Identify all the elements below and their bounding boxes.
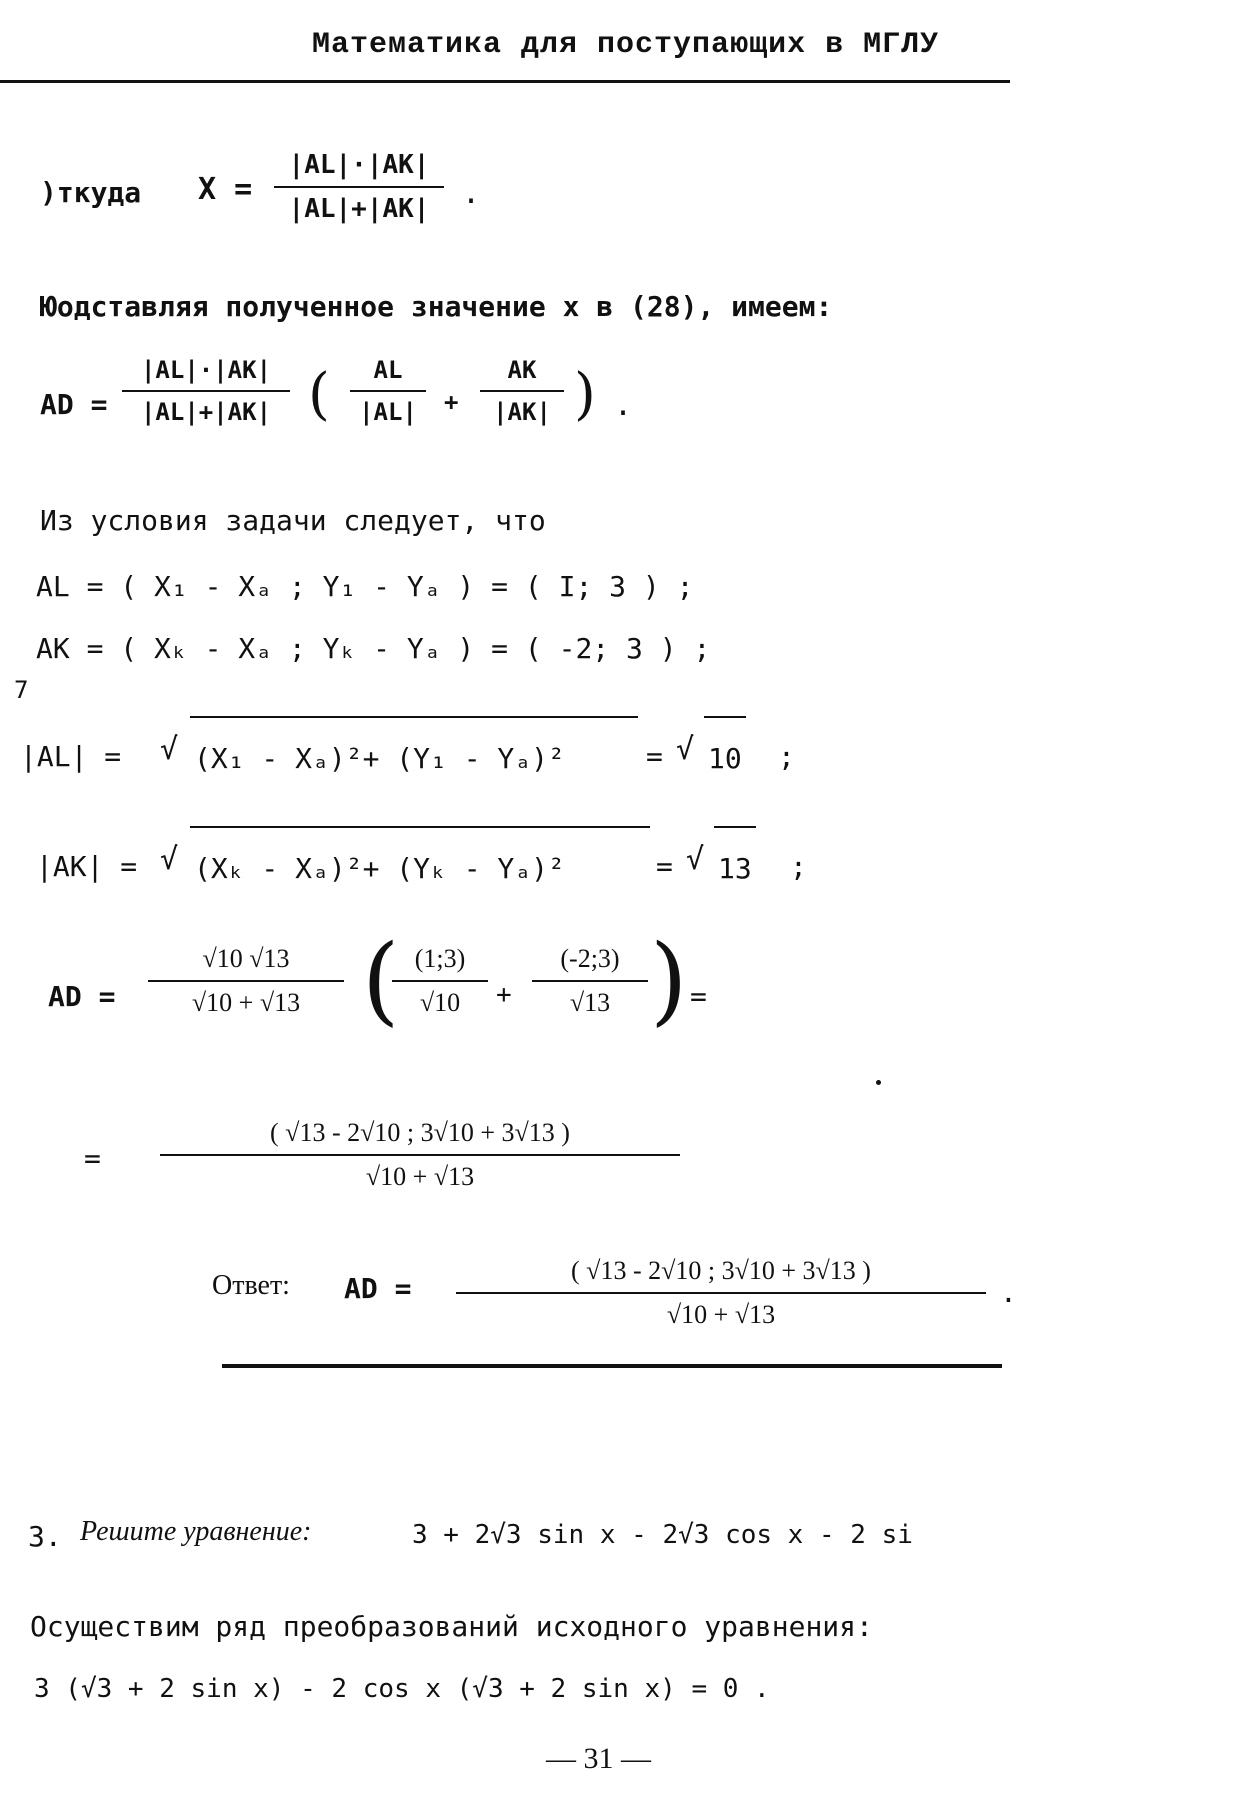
eq3-p2-denominator: √13: [569, 988, 611, 1017]
paragraph-transform: Осуществим ряд преобразований исходного уравнения:: [30, 1610, 873, 1643]
answer-denominator: √10 + √13: [666, 1300, 776, 1329]
eq3-plus: +: [496, 980, 512, 1010]
eq5: 3 (√3 + 2 sin x) - 2 cos x (√3 + 2 sin x) = 0 .: [34, 1674, 770, 1704]
eq3-p2-bar: [532, 980, 648, 982]
answer-fraction: [456, 1256, 986, 1330]
answer-tail: .: [1000, 1276, 1017, 1309]
eq3-p1-bar: [392, 980, 488, 982]
problem-number: 3.: [28, 1520, 62, 1553]
eq2-fraction-ak: [480, 356, 564, 426]
eq1-tail: .: [462, 176, 481, 211]
eq3-numerator: √10 √13: [202, 944, 290, 973]
eq1-numerator: |AL|·|AK|: [288, 150, 430, 180]
abs-al-radicand: (X₁ - Xₐ)²+ (Y₁ - Yₐ)²: [190, 716, 638, 775]
eq2-al-bar: [350, 390, 426, 392]
eq3-main-fraction: [148, 944, 344, 1018]
abs-ak-lhs: |AK| =: [36, 850, 138, 883]
answer-underline: [222, 1364, 1002, 1368]
abs-ak-sqrt-sign: √: [160, 842, 179, 877]
answer-numerator: ( √13 - 2√10 ; 3√10 + 3√13 ): [571, 1256, 871, 1285]
eq1-lead: )ткуда: [40, 176, 142, 209]
header-rule: [0, 80, 1010, 83]
eq2-tail: .: [614, 388, 633, 423]
eq2-ak-numerator: AK: [507, 356, 537, 384]
abs-al-result: 10: [704, 716, 746, 775]
eq3-lhs: AD =: [48, 980, 116, 1013]
eq1-denominator: |AL|+|AK|: [288, 194, 430, 224]
eq3-tail: =: [690, 980, 707, 1013]
answer-lhs: AD =: [344, 1272, 412, 1305]
abs-ak-tail: ;: [790, 850, 807, 883]
eq3-fraction-bar: [148, 980, 344, 982]
abs-al-lhs: |AL| =: [20, 740, 122, 773]
line-vector-al: AL = ( X₁ - Xₐ ; Y₁ - Yₐ ) = ( I; 3 ) ;: [36, 570, 694, 603]
problem-expression: 3 + 2√3 sin x - 2√3 cos x - 2 si: [412, 1520, 913, 1550]
answer-fraction-bar: [456, 1292, 986, 1294]
eq2-left-paren: (: [308, 362, 330, 427]
eq2-fraction-bar: [122, 390, 290, 392]
eq2-denominator: |AL|+|AK|: [140, 398, 272, 426]
abs-ak-radicand: (Xₖ - Xₐ)²+ (Yₖ - Yₐ)²: [190, 826, 650, 885]
paragraph-substitution: Юодставляя полученное значение x в (28), имеем:: [40, 290, 833, 323]
eq2-main-fraction: [122, 356, 290, 426]
stray-dot: [876, 1080, 881, 1085]
eq3-fraction-1: [392, 944, 488, 1018]
abs-al-sqrt-sign: √: [160, 732, 179, 767]
eq3-fraction-2: [532, 944, 648, 1018]
eq4-numerator: ( √13 - 2√10 ; 3√10 + 3√13 ): [270, 1118, 570, 1147]
eq4-fraction-bar: [160, 1154, 680, 1156]
eq3-left-paren: (: [362, 924, 400, 1036]
eq2-plus: +: [444, 388, 459, 416]
eq2-al-denominator: |AL|: [359, 398, 417, 426]
margin-mark: 7: [14, 676, 29, 704]
eq2-ak-denominator: |AK|: [493, 398, 551, 426]
eq4-denominator: √10 + √13: [365, 1162, 475, 1191]
eq2-right-paren: ): [574, 362, 596, 427]
line-vector-ak: AK = ( Xₖ - Xₐ ; Yₖ - Yₐ ) = ( -2; 3 ) ;: [36, 632, 711, 665]
abs-ak-result-sqrt-sign: √: [686, 842, 705, 877]
abs-ak-eq: =: [656, 850, 673, 883]
page-number: — 31 —: [546, 1742, 651, 1775]
eq3-p1-numerator: (1;3): [414, 944, 466, 973]
problem-label: Решите уравнение:: [80, 1516, 312, 1547]
page-header: Математика для поступающих в МГЛУ: [312, 28, 940, 62]
eq2-fraction-al: [350, 356, 426, 426]
eq3-denominator: √10 + √13: [191, 988, 301, 1017]
abs-al-result-sqrt-sign: √: [676, 732, 695, 767]
eq3-p1-denominator: √10: [419, 988, 461, 1017]
eq1-fraction-bar: [274, 186, 444, 188]
abs-al-tail: ;: [778, 740, 795, 773]
eq4-fraction: [160, 1118, 680, 1192]
abs-al-eq: =: [646, 740, 663, 773]
paragraph-condition: Из условия задачи следует, что: [40, 504, 546, 537]
abs-ak-result: 13: [714, 826, 756, 885]
eq3-p2-numerator: (-2;3): [560, 944, 620, 973]
eq2-lhs: AD =: [40, 388, 108, 421]
eq1-fraction: [274, 150, 444, 224]
eq3-right-paren: ): [650, 924, 688, 1036]
eq2-ak-bar: [480, 390, 564, 392]
eq1-lhs: X =: [198, 172, 253, 207]
answer-label: Ответ:: [212, 1270, 290, 1301]
eq2-numerator: |AL|·|AK|: [140, 356, 272, 384]
eq4-lead: =: [84, 1142, 101, 1175]
eq2-al-numerator: AL: [373, 356, 403, 384]
